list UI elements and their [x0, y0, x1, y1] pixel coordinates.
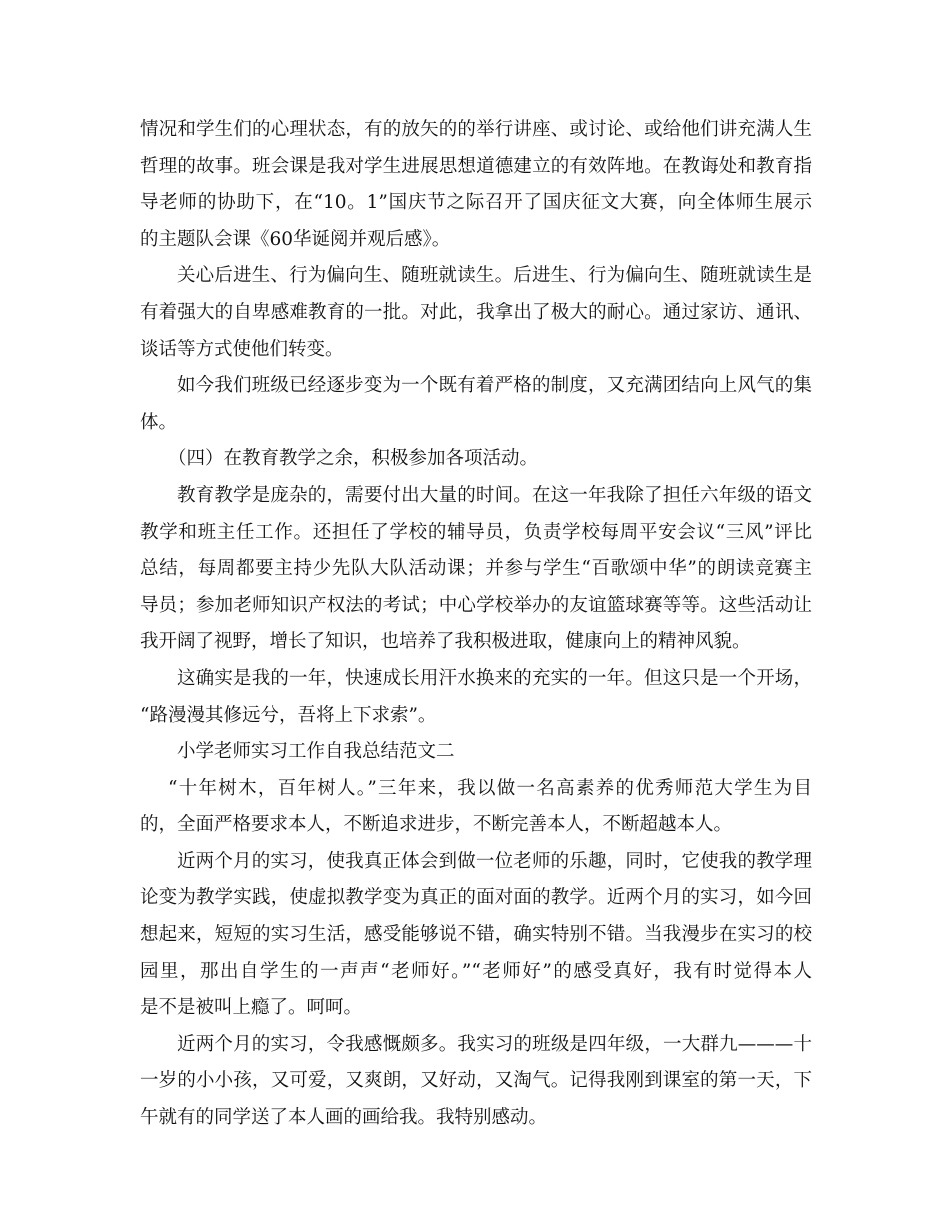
text-line: 有着强大的自卑感难教育的一批。对此，我拿出了极大的耐心。通过家访、通讯、 — [140, 301, 812, 323]
paragraph-first-line: 如今我们班级已经逐步变为一个既有着严格的制度，又充满团结向上风气的集 — [177, 375, 812, 397]
text-line: 的主题队会课《60华诞阅并观后感》。 — [140, 228, 451, 250]
text-line: 谈话等方式使他们转变。 — [140, 338, 344, 360]
text-line: 一岁的小小孩，又可爱，又爽朗，又好动，又淘气。记得我刚到课室的第一天，下 — [140, 1070, 812, 1092]
text-line: 总结，每周都要主持少先队大队活动课；并参与学生“百歌颂中华”的朗读竞赛主 — [140, 558, 812, 580]
paragraph-first-line: “十年树木，百年树人。”三年来，我以做一名高素养的优秀师范大学生为目 — [168, 777, 812, 799]
text-line: 哲理的故事。班会课是我对学生进展思想道德建立的有效阵地。在教诲处和教育指 — [140, 155, 812, 177]
paragraph-first-line: 这确实是我的一年，快速成长用汗水换来的充实的一年。但这只是一个开场， — [177, 667, 812, 689]
text-line: 想起来，短短的实习生活，感受能够说不错，确实特别不错。当我漫步在实习的校 — [140, 924, 812, 946]
text-line: 的，全面严格要求本人，不断追求进步，不断完善本人，不断超越本人。 — [140, 814, 733, 836]
text-line: 体。 — [140, 411, 178, 433]
text-line: 导老师的协助下，在“10。1”国庆节之际召开了国庆征文大赛，向全体师生展示 — [140, 192, 812, 214]
text-line: 教学和班主任工作。还担任了学校的辅导员，负责学校每周平安会议“三风”评比 — [140, 521, 812, 543]
text-line: 我开阔了视野，增长了知识，也培养了我积极进取，健康向上的精神风貌。 — [140, 631, 751, 653]
text-line: 午就有的同学送了本人画的画给我。我特别感动。 — [140, 1107, 548, 1129]
paragraph-first-line: 近两个月的实习，令我感慨颇多。我实习的班级是四年级，一大群九———十 — [177, 1033, 812, 1055]
text-line: “路漫漫其修远兮，吾将上下求索”。 — [140, 704, 437, 726]
paragraph-first-line: 教育教学是庞杂的，需要付出大量的时间。在这一年我除了担任六年级的语文 — [177, 484, 812, 506]
document-body — [140, 112, 812, 1137]
text-line: 情况和学生们的心理状态，有的放矢的的举行讲座、或讨论、或给他们讲充满人生 — [140, 119, 812, 140]
section-title: 小学老师实习工作自我总结范文二 — [177, 741, 455, 763]
text-line: 园里，那出自学生的一声声“老师好。”“老师好”的感受真好，我有时觉得本人 — [140, 960, 812, 982]
section-heading: （四）在教育教学之余，积极参加各项活动。 — [168, 448, 539, 470]
paragraph-first-line: 关心后进生、行为偏向生、随班就读生。后进生、行为偏向生、随班就读生是 — [177, 265, 812, 287]
text-line: 是不是被叫上瘾了。呵呵。 — [140, 997, 363, 1019]
paragraph-first-line: 近两个月的实习，使我真正体会到做一位老师的乐趣，同时，它使我的教学理 — [177, 850, 812, 872]
text-line: 导员；参加老师知识产权法的考试；中心学校举办的友谊篮球赛等等。这些活动让 — [140, 594, 812, 616]
text-line: 论变为教学实践，使虚拟教学变为真正的面对面的教学。近两个月的实习，如今回 — [140, 887, 812, 909]
